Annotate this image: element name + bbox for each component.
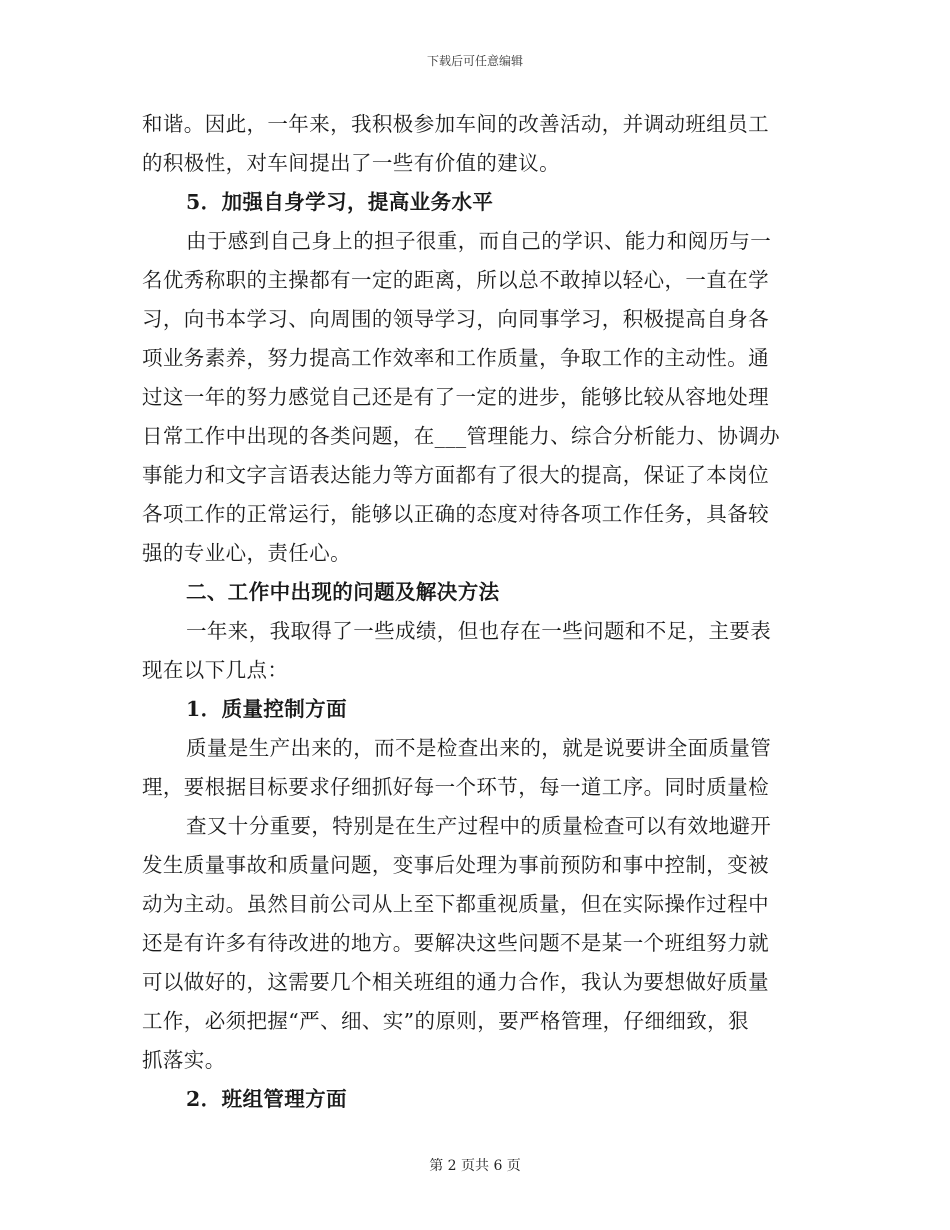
paragraph-line: 一年来，我取得了一些成绩，但也存在一些问题和不足，主要表 <box>186 619 772 643</box>
paragraph-line: 事能力和文字言语表达能力等方面都有了很大的提高，保证了本岗位 <box>142 463 769 487</box>
paragraph-line: 发生质量事故和质量问题，变事后处理为事前预防和事中控制，变被 <box>142 853 769 877</box>
paragraph-line: 动为主动。虽然目前公司从上至下都重视质量，但在实际操作过程中 <box>142 892 769 916</box>
paragraph-line: 理，要根据目标要求仔细抓好每一个环节，每一道工序。同时质量检 <box>142 775 769 799</box>
section-heading: 2．班组管理方面 <box>186 1087 347 1111</box>
section-heading: 5．加强自身学习，提高业务水平 <box>186 190 494 214</box>
paragraph-line: 由于感到自己身上的担子很重，而自己的学识、能力和阅历与一 <box>186 229 772 253</box>
page-footer: 第 2 页共 6 页 <box>429 1158 521 1174</box>
paragraph-line: 项业务素养，努力提高工作效率和工作质量，争取工作的主动性。通 <box>142 346 769 370</box>
paragraph-line: 查又十分重要，特别是在生产过程中的质量检查可以有效地避开 <box>186 814 772 838</box>
paragraph-line: 质量是生产出来的，而不是检查出来的，就是说要讲全面质量管 <box>186 736 772 760</box>
section-heading: 二、工作中出现的问题及解决方法 <box>186 580 500 604</box>
page-header: 下载后可任意编辑 <box>426 54 523 68</box>
document-body <box>142 105 810 1119</box>
paragraph-line: 抓落实。 <box>142 1048 226 1072</box>
paragraph-line: 强的专业心，责任心。 <box>142 541 351 565</box>
paragraph-line: 日常工作中出现的各类问题，在___管理能力、综合分析能力、协调办 <box>142 424 781 448</box>
paragraph-line: 习，向书本学习、向周围的领导学习，向同事学习，积极提高自身各 <box>142 307 769 331</box>
section-heading: 1．质量控制方面 <box>186 697 347 721</box>
paragraph-line: 的积极性，对车间提出了一些有价值的建议。 <box>142 151 560 175</box>
paragraph-line: 工作，必须把握“严、细、实”的原则，要严格管理，仔细细致，狠 <box>142 1009 749 1033</box>
paragraph-line: 和谐。因此，一年来，我积极参加车间的改善活动，并调动班组员工 <box>142 112 769 136</box>
paragraph-line: 过这一年的努力感觉自己还是有了一定的进步，能够比较从容地处理 <box>142 385 769 409</box>
paragraph-line: 可以做好的，这需要几个相关班组的通力合作，我认为要想做好质量 <box>142 970 769 994</box>
paragraph-line: 名优秀称职的主操都有一定的距离，所以总不敢掉以轻心，一直在学 <box>142 268 769 292</box>
paragraph-line: 还是有许多有待改进的地方。要解决这些问题不是某一个班组努力就 <box>142 931 769 955</box>
paragraph-line: 各项工作的正常运行，能够以正确的态度对待各项工作任务，具备较 <box>142 502 769 526</box>
paragraph-line: 现在以下几点： <box>142 658 289 682</box>
